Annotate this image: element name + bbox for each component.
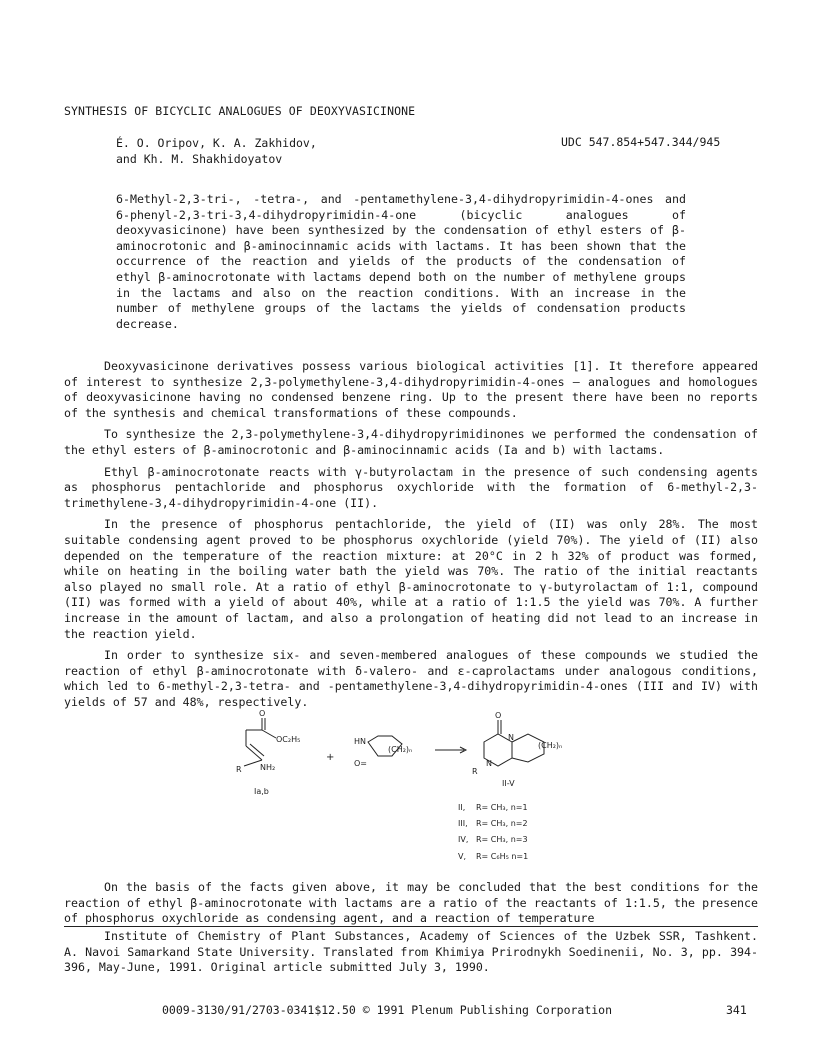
paragraph-1: Deoxyvasicinone derivatives possess various biological activities [1]. It therefore appeared of interest to synthesize 2,3-polymethylene-3,4-dihydropyrimidin-4-ones — analogues and homologues of deoxyvasicinone having no condensed benzene ring. Up to the present there have been no reports of the synthesis and chemical transformations of these compounds. bbox=[64, 359, 758, 420]
substituent-legend bbox=[458, 803, 528, 861]
author-list bbox=[116, 135, 317, 167]
copyright-line: 0009-3130/91/2703-0341$12.50 © 1991 Plenum Publishing Corporation bbox=[162, 1003, 613, 1017]
author-line-2: and Kh. M. Shakhidoyatov bbox=[116, 152, 283, 166]
reaction-scheme bbox=[232, 708, 612, 876]
lactam-structure bbox=[354, 736, 412, 768]
ester-amino: NH₂ bbox=[260, 763, 276, 772]
lactam-chain: (CH₂)ₙ bbox=[388, 745, 413, 754]
lactam-nh: HN bbox=[354, 737, 366, 746]
legend-text-2: R= CH₃, n=2 bbox=[476, 819, 528, 828]
ester-structure bbox=[236, 709, 300, 796]
ester-ethoxy: OC₂H₅ bbox=[276, 735, 301, 744]
article-title: SYNTHESIS OF BICYCLIC ANALOGUES OF DEOXYVASICINONE bbox=[64, 104, 416, 118]
legend-text-3: R= CH₃, n=3 bbox=[476, 835, 528, 844]
legend-num-2: III, bbox=[458, 819, 468, 828]
legend-text-4: R= C₆H₅ n=1 bbox=[476, 852, 529, 861]
abstract: 6-Methyl-2,3-tri-, -tetra-, and -pentamethylene-3,4-dihydropyrimidin-4-ones and 6-phenyl-2,3-tri-3,4-dihydropyrimidin-4-one (bicyclic analogues of deoxyvasicinone) have been synthesized by the condensation of ethyl esters of β-aminocrotonic and β-aminocinnamic acids with lactams. It has been shown that the occurrence of the reaction and yields of the products of the condensation of ethyl β-aminocrotonate with lactams depend both on the number of methylene groups in the lactams and also on the reaction conditions. With an increase in the number of methylene groups of the lactams the yields of condensation products decrease. bbox=[116, 192, 686, 331]
legend-num-3: IV, bbox=[458, 835, 469, 844]
udc-code: UDC 547.854+547.344/945 bbox=[561, 135, 721, 149]
product-r-group: R bbox=[472, 767, 478, 776]
paragraph-4: In the presence of phosphorus pentachloride, the yield of (II) was only 28%. The most suitable condensing agent proved to be phosphorus oxychloride (yield 70%). The yield of (II) also depended on the temperature of the reaction mixture: at 20°C in 2 h 32% of product was formed, while on heating in the boiling water bath the yield was 70%. The ratio of the initial reactants also played no small role. At a ratio of ethyl β-aminocrotonate to γ-butyrolactam of 1:1, compound (II) was formed with a yield of about 40%, while at a ratio of 1:1.5 the yield was 70%. A further increase in the amount of lactam, and also a prolongation of heating did not lead to an increase in the reaction yield. bbox=[64, 517, 758, 641]
paragraph-2: To synthesize the 2,3-polymethylene-3,4-dihydropyrimidinones we performed the condensation of the ethyl esters of β-aminocrotonic and β-aminocinnamic acids (Ia and b) with lactams. bbox=[64, 427, 758, 457]
product-structure bbox=[472, 711, 562, 788]
legend-num-1: II, bbox=[458, 803, 466, 812]
lactam-carbonyl: O= bbox=[354, 759, 367, 768]
affiliation-footnote: Institute of Chemistry of Plant Substances, Academy of Sciences of the Uzbek SSR, Tashkent. A. Navoi Samarkand State University. Translated from Khimiya Prirodnykh Soedinenii, No. 3, pp. 394-396, May-June, 1991. Original article submitted July 3, 1990. bbox=[64, 929, 758, 975]
page-number: 341 bbox=[726, 1003, 747, 1017]
closing-paragraph: On the basis of the facts given above, it may be concluded that the best conditions for the reaction of ethyl β-aminocrotonate with lactams are a ratio of the reactants of 1:1.5, the presence of phosphorus oxychloride as condensing agent, and a reaction of temperature bbox=[64, 880, 758, 926]
body-text bbox=[64, 359, 758, 716]
author-line-1: É. O. Oripov, K. A. Zakhidov, bbox=[116, 136, 317, 150]
product-carbonyl-o: O bbox=[495, 711, 502, 720]
paragraph-5: In order to synthesize six- and seven-membered analogues of these compounds we studied the reaction of ethyl β-aminocrotonate with δ-valero- and ε-caprolactams under analogous conditions, which led to 6-methyl-2,3-tetra- and -pentamethylene-3,4-dihydropyrimidin-4-ones (III and IV) with yields of 57 and 48%, respectively. bbox=[64, 648, 758, 709]
ester-carbonyl-o: O bbox=[259, 709, 266, 718]
plus-sign: + bbox=[326, 752, 335, 763]
ester-r-group: R bbox=[236, 765, 242, 774]
footnote-divider bbox=[64, 926, 758, 927]
product-n2: N bbox=[486, 759, 492, 768]
product-n1: N bbox=[508, 733, 514, 742]
paragraph-3: Ethyl β-aminocrotonate reacts with γ-butyrolactam in the presence of such condensing agents as phosphorus pentachloride and phosphorus oxychloride with the formation of 6-methyl-2,3-trimethylene-3,4-dihydropyrimidin-4-one (II). bbox=[64, 464, 758, 510]
product-label: II-V bbox=[502, 779, 515, 788]
legend-text-1: R= CH₃, n=1 bbox=[476, 803, 528, 812]
ester-label: Ia,b bbox=[254, 787, 269, 796]
product-chain: (CH₂)ₙ bbox=[538, 741, 563, 750]
legend-num-4: V, bbox=[458, 852, 467, 861]
